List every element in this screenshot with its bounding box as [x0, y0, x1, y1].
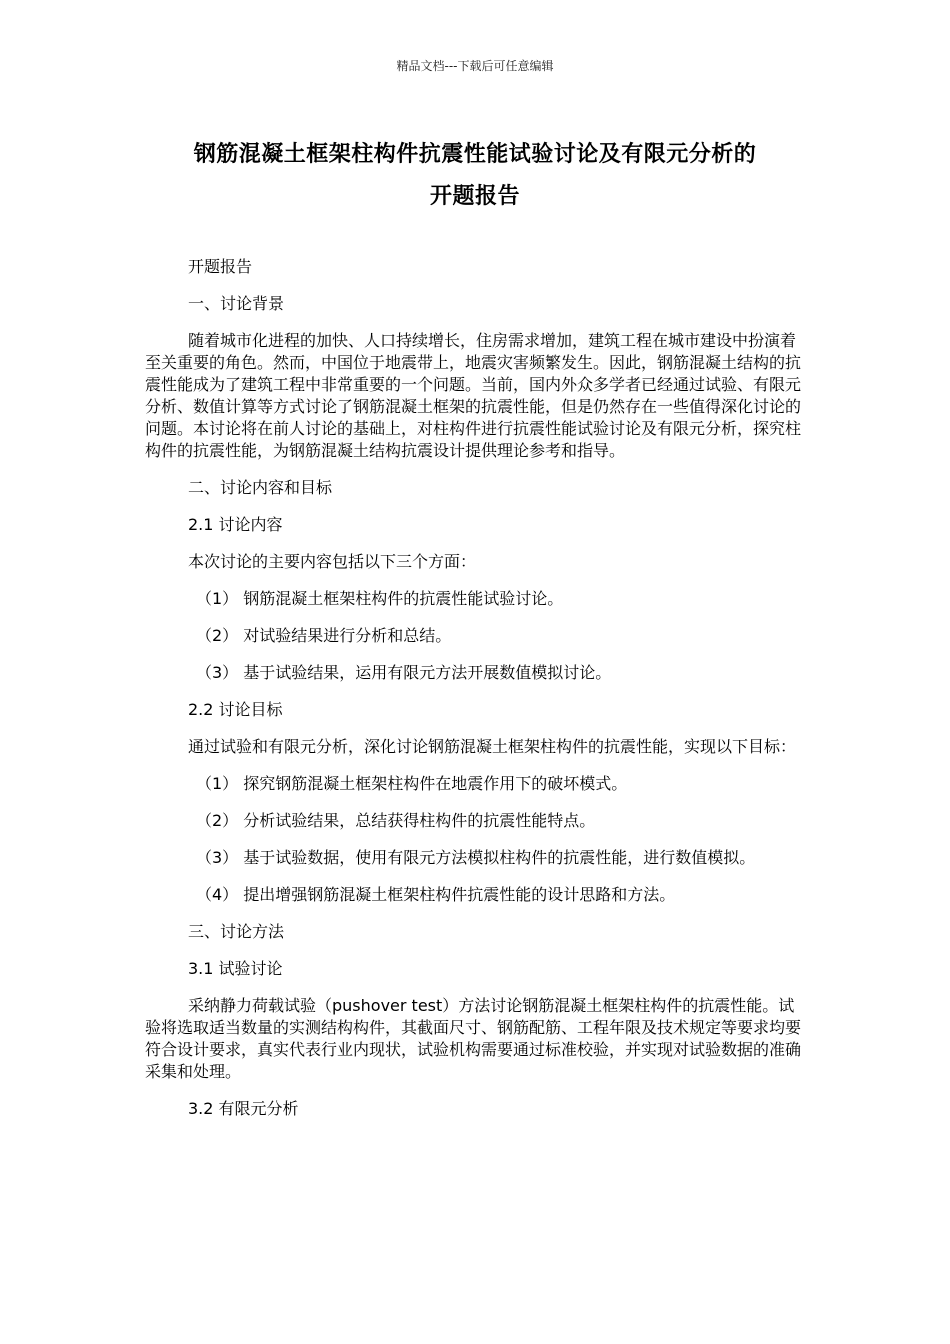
- report-label: 开题报告: [188, 257, 253, 276]
- subsection-heading-fea: 3.2 有限元分析: [188, 1099, 299, 1118]
- subsection-heading-content: 2.1 讨论内容: [188, 515, 283, 534]
- title-line-2: 开题报告: [429, 184, 520, 209]
- paragraph-background: 随着城市化进程的加快、人口持续增长，住房需求增加，建筑工程在城市建设中扮演着至关重要的角色。然而，中国位于地震带上，地震灾害频繁发生。因此，钢筋混凝土结构的抗震性能成为了建筑工程中非常重要的一个问题。当前，国内外众多学者已经通过试验、有限元分析、数值计算等方式讨论了钢筋混凝土框架的抗震性能，但是仍然存在一些值得深化讨论的问题。本讨论将在前人讨论的基础上，对柱构件进行抗震性能试验讨论及有限元分析，探究柱构件的抗震性能，为钢筋混凝土结构抗震设计提供理论参考和指导。: [145, 331, 802, 460]
- paragraph-experiment: 采纳静力荷载试验（pushover test）方法讨论钢筋混凝土框架柱构件的抗震性能。试验将选取适当数量的实测结构构件，其截面尺寸、钢筋配筋、工程年限及技术规定等要求均要符合设计要求，真实代表行业内现状，试验机构需要通过标准校验，并实现对试验数据的准确采集和处理。: [145, 996, 802, 1081]
- section-heading-content-goals: 二、讨论内容和目标: [188, 478, 333, 497]
- paragraph-content-intro: 本次讨论的主要内容包括以下三个方面：: [188, 552, 477, 571]
- list-item: （3） 基于试验数据，使用有限元方法模拟柱构件的抗震性能，进行数值模拟。: [196, 848, 756, 867]
- list-item: （2） 对试验结果进行分析和总结。: [196, 626, 452, 645]
- section-heading-background: 一、讨论背景: [188, 294, 285, 313]
- page-header: 精品文档---下载后可任意编辑: [396, 59, 554, 73]
- list-item: （3） 基于试验结果，运用有限元方法开展数值模拟讨论。: [196, 663, 612, 682]
- section-heading-methods: 三、讨论方法: [188, 922, 285, 941]
- subsection-heading-experiment: 3.1 试验讨论: [188, 959, 283, 978]
- document-title: [130, 134, 820, 218]
- title-line-1: 钢筋混凝土框架柱构件抗震性能试验讨论及有限元分析的: [193, 142, 757, 167]
- list-item: （1） 探究钢筋混凝土框架柱构件在地震作用下的破坏模式。: [196, 774, 628, 793]
- list-item: （4） 提出增强钢筋混凝土框架柱构件抗震性能的设计思路和方法。: [196, 885, 676, 904]
- list-item: （1） 钢筋混凝土框架柱构件的抗震性能试验讨论。: [196, 589, 564, 608]
- list-item: （2） 分析试验结果，总结获得柱构件的抗震性能特点。: [196, 811, 596, 830]
- paragraph-goals-intro: 通过试验和有限元分析，深化讨论钢筋混凝土框架柱构件的抗震性能，实现以下目标：: [188, 737, 797, 756]
- subsection-heading-goals: 2.2 讨论目标: [188, 700, 283, 719]
- document-body: [145, 256, 807, 1135]
